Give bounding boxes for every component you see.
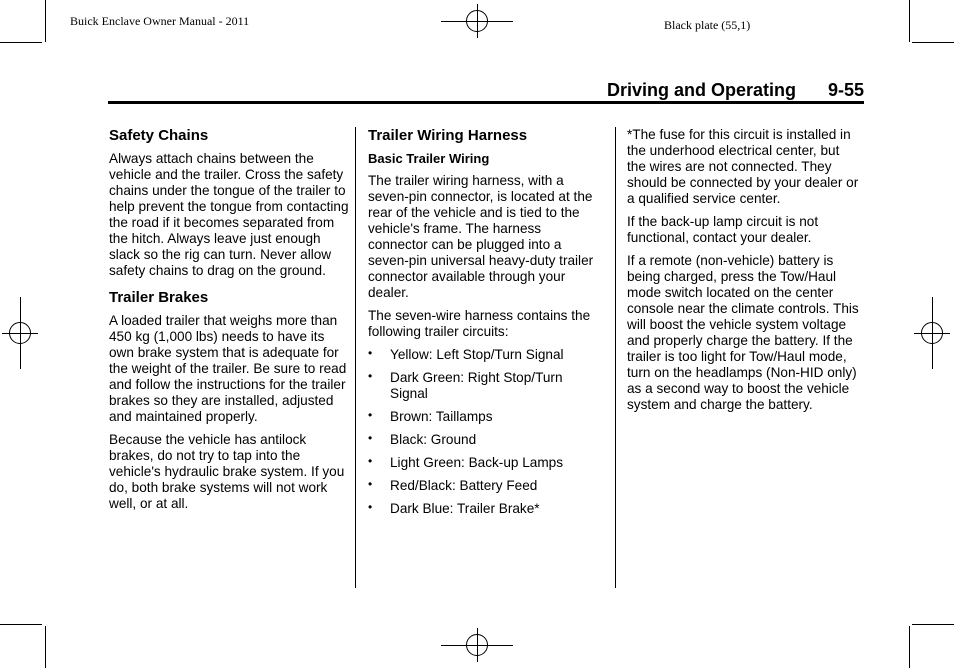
subheading-basic-trailer-wiring: Basic Trailer Wiring — [368, 151, 490, 166]
crop-mark-bl-v — [45, 626, 46, 668]
list-item: • Black: Ground — [368, 431, 477, 447]
page-number: 9-55 — [827, 80, 864, 100]
backup-lamp-note: If the back-up lamp circuit is not functional, contact your dealer. — [627, 214, 819, 245]
list-item: • Brown: Taillamps — [368, 408, 493, 424]
bullet-icon: • — [368, 369, 373, 383]
bullet-icon: • — [368, 346, 373, 360]
trailer-brakes-text-2: Because the vehicle has antilock brakes, do not try to tap into the vehicle's hydraulic brake system. If you do, both brake systems will not work well, or at all. — [109, 432, 345, 511]
remote-battery-note: If a remote (non-vehicle) battery is being charged, press the Tow/Haul mode switch located on the center console near the climate controls. This will boost the vehicle system voltage and properly charge the battery. If the trailer is too light for Tow/Haul mode, turn on the headlamps (Non-HID only) as a second way to boost the vehicle system and charge the battery. — [627, 253, 859, 412]
crop-mark-tr-h — [912, 42, 954, 43]
column-3 — [627, 127, 859, 420]
crop-mark-br-v — [909, 626, 910, 668]
bullet-icon: • — [368, 431, 373, 445]
heading-trailer-brakes: Trailer Brakes — [109, 289, 209, 306]
wiring-text-2: The seven-wire harness contains the following trailer circuits: — [368, 308, 591, 339]
plate-info: Black plate (55,1) — [664, 18, 751, 32]
bullet-icon: • — [368, 408, 373, 422]
section-title: Driving and Operating — [606, 80, 796, 100]
list-item: • Red/Black: Battery Feed — [368, 477, 538, 493]
list-item: • Light Green: Back-up Lamps — [368, 454, 564, 470]
bullet-icon: • — [368, 477, 373, 491]
manual-title: Buick Enclave Owner Manual - 2011 — [70, 14, 250, 28]
list-item: • Yellow: Left Stop/Turn Signal — [368, 346, 564, 362]
wiring-text-1: The trailer wiring harness, with a seven-pin connector, is located at the rear of the vehicle and is tied to the vehicle's frame. The harness connector can be plugged into a seven-pin universal heavy-duty trailer connector available through your dealer. — [368, 173, 594, 300]
bullet-icon: • — [368, 454, 373, 468]
column-1 — [109, 127, 349, 519]
fuse-note: *The fuse for this circuit is installed in the underhood electrical center, but the wires are not connected. They should be connected by your dealer or a qualified service center. — [627, 127, 859, 206]
bullet-icon: • — [368, 500, 373, 514]
list-item: • Dark Blue: Trailer Brake* — [368, 500, 540, 516]
circuit-list — [368, 347, 600, 517]
crop-mark-tr-v — [909, 0, 910, 42]
crop-mark-bl-h — [0, 624, 42, 625]
list-item: • Dark Green: Right Stop/Turn Signal — [368, 369, 563, 401]
crop-mark-tl-v — [45, 0, 46, 42]
safety-chains-text: Always attach chains between the vehicle and the trailer. Cross the safety chains under the tongue of the trailer to help prevent the tongue from contacting the road if it becomes separated from the hitch. Always leave just enough slack so the rig can turn. Never allow safety chains to drag on the ground. — [109, 151, 349, 278]
header-rule — [108, 101, 864, 104]
crop-mark-br-h — [912, 624, 954, 625]
trailer-brakes-text-1: A loaded trailer that weighs more than 450 kg (1,000 lbs) needs to have its own brake system that is adequate for the weight of the trailer. Be sure to read and follow the instructions for the trailer brakes so they are installed, adjusted and maintained properly. — [109, 313, 347, 424]
column-divider-1 — [355, 127, 356, 588]
column-2 — [368, 127, 600, 524]
heading-trailer-wiring-harness: Trailer Wiring Harness — [368, 127, 528, 144]
column-divider-2 — [615, 127, 616, 588]
heading-safety-chains: Safety Chains — [109, 127, 209, 144]
crop-mark-tl-h — [0, 42, 42, 43]
